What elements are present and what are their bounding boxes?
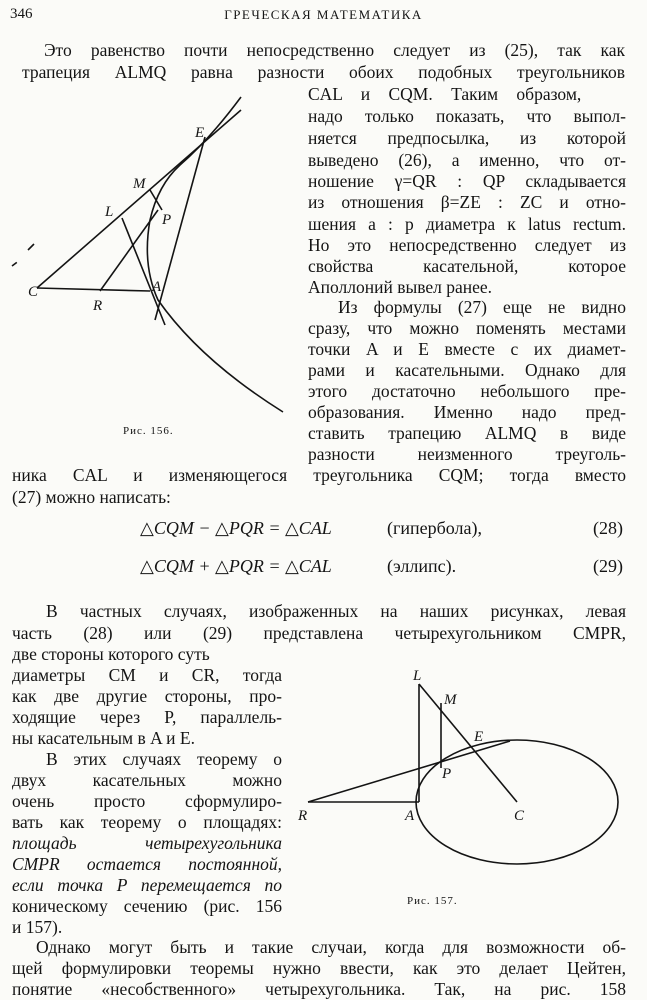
text-line: выведено (26), а именно, что от- [308,150,626,170]
label-p: P [162,212,172,228]
text-line: этого достаточно небольшого пре- [308,381,626,401]
label-l: L [105,204,114,220]
text-line: щей формулировки теоремы нужно ввести, как это делает Цейтен, [12,958,626,978]
label-c: C [514,808,525,824]
text-line: В частных случаях, изображенных на наших рисунках, левая [46,601,626,621]
text-line: В этих случаях теорему о [46,749,282,769]
text-line: (27) можно написать: [12,487,171,507]
text-line: очень просто сформулиро- [12,791,282,811]
equation-number: (29) [593,556,623,576]
text-line: Это равенство почти непосредственно следует из (25), так как [44,40,625,60]
text-line: ника CAL и изменяющегося треугольника CQM; тогда вместо [12,465,626,485]
figure-156-drawing [0,80,300,420]
label-c: C [28,284,39,300]
text-line: рами и касательными. Однако для [308,360,626,380]
text-line: двух касательных можно [12,770,282,790]
text-line: из отношения β=ZE : ZC и отно- [308,192,626,212]
text-line: точки A и E вместе с их диамет- [308,339,626,359]
text-line: ны касательным в A и E. [12,728,195,748]
label-p: P [442,766,452,782]
label-a: A [152,279,162,295]
text-line: площадь четырехугольника [12,833,282,853]
hyperbola-curve [147,97,283,412]
tangent-line [308,741,510,802]
text-line: часть (28) или (29) представлена четырехугольником CMPR, [12,623,626,643]
figure-157-caption: Рис. 157. [407,895,458,907]
equation-note: (эллипс). [387,556,457,576]
text-line: сразу, что можно поменять местами [308,318,626,338]
label-m: M [444,692,457,708]
text-line: ходящие через P, параллель- [12,707,282,727]
text-line: коническому сечению (рис. 156 [12,896,282,916]
text-line: вать как теорему о площадях: [12,812,282,832]
text-line: понятие «несобственного» четырехугольника. Так, на рис. 158 [12,979,626,999]
text-line: и 157). [12,917,63,937]
text-line: Аполлоний вывел ранее. [308,277,493,297]
diameter-line-ca [37,288,150,291]
label-a: A [405,808,415,824]
text-line: трапеция ALMQ равна разности обоих подобных треугольников [22,62,625,82]
text-line: разности неизменного треуголь- [308,444,626,464]
text-line: шения a : p диаметра к latus rectum. [308,214,626,234]
text-line: надо только показать, что выпол- [308,106,626,126]
dash-mark [12,260,20,266]
label-e: E [195,125,205,141]
label-r: R [298,808,308,824]
equation-note: (гипербола), [387,518,483,538]
text-line: няется предпосылка, из которой [308,128,626,148]
text-line: две стороны которого суть [12,644,210,664]
figure-157 [296,655,626,900]
line-l [122,218,165,325]
text-line: как две другие стороны, про- [12,686,282,706]
text-line: диаметры CM и CR, тогда [12,665,282,685]
text-line: CMPR остается постоянной, [12,854,282,874]
label-l: L [413,668,422,684]
equation-formula: △CQM − △PQR = △CAL [140,518,332,538]
label-r: R [93,298,103,314]
equation-formula: △CQM + △PQR = △CAL [140,556,332,576]
figure-156-caption: Рис. 156. [123,425,174,437]
text-line: ношение γ=QR : QP складывается [308,171,626,191]
text-line: если точка P перемещается по [12,875,282,895]
text-line: Однако могут быть и такие случаи, когда для возможности об- [36,937,626,957]
text-line: образования. Именно надо пред- [308,402,626,422]
dash-mark [28,244,34,250]
text-line: Из формулы (27) еще не видно [338,297,626,317]
label-e: E [474,729,484,745]
line-rp [100,210,158,291]
text-line: ставить трапецию ALMQ в виде [308,423,626,443]
text-line: Но это непосредственно следует из [308,235,626,255]
equation-number: (28) [593,518,623,538]
label-m: M [133,176,146,192]
figure-156 [0,80,300,420]
text-line: свойства касательной, которое [308,256,626,276]
text-line: CAL и CQM. Таким образом, [308,84,582,104]
running-head: ГРЕЧЕСКАЯ МАТЕМАТИКА [224,7,423,22]
figure-157-drawing [296,655,626,900]
page-number: 346 [10,6,33,22]
